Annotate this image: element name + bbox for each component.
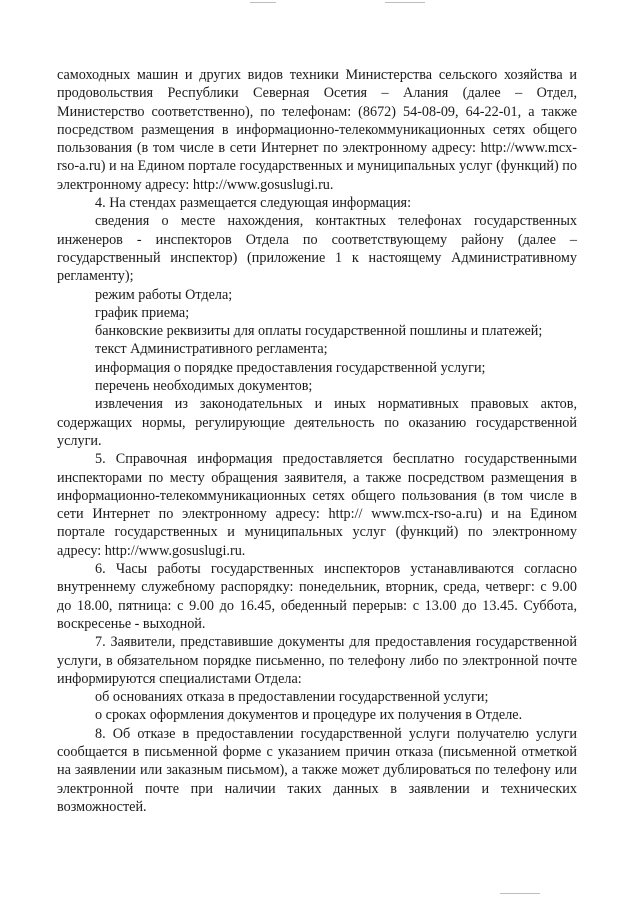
notice-refusal-grounds: об основаниях отказа в предоставлении государственной услуги;	[95, 689, 489, 706]
paragraph-item-5: 5. Справочная информация предоставляется бесплатно государственными инспекторами по месту обращения заявителя, а также посредством размещения в информационно-телекоммуникационных сетях общего пользования (в том числе в сети Интернет по электронному адресу: http:// www.mcx-rso-a.ru) и на Едином портале государственных и муниципальных услуг (функций) по электронному адресу: http://www.gosuslugi.ru.	[57, 451, 577, 559]
scan-artifact-top-right	[385, 2, 425, 3]
stand-info-reception: график приема;	[95, 304, 190, 321]
stand-info-documents: перечень необходимых документов;	[95, 378, 313, 395]
paragraph-item-8: 8. Об отказе в предоставлении государственной услуги получателю услуги сообщается в письменной форме с указанием причин отказа (письменной отметкой на заявлении или заказным письмом), а также может дублироваться по телефону или электронной почте при наличии таких данных в заявлении и технических возможностей.	[57, 725, 577, 815]
stand-info-extracts: извлечения из законодательных и иных нормативных правовых актов, содержащих нормы, регулирующие деятельность по оказанию государственной услуги.	[57, 396, 577, 449]
stand-info-location: сведения о месте нахождения, контактных телефонах государственных инженеров - инспекторов Отдела по соответствующему району (далее – государственный инспектор) (приложение 1 к настоящему Административному регламенту);	[57, 213, 577, 285]
stand-info-regulation-text: текст Административного регламента;	[95, 341, 328, 358]
paragraph-item-7: 7. Заявители, представившие документы для предоставления государственной услуги, в обязательном порядке письменно, по телефону либо по электронной почте информируются специалистами Отдела:	[57, 634, 577, 687]
stand-info-schedule: режим работы Отдела;	[95, 286, 233, 303]
scan-artifact-bottom	[500, 893, 540, 894]
document-body	[57, 66, 577, 816]
stand-info-procedure: информация о порядке предоставления государственной услуги;	[95, 359, 486, 376]
paragraph-item-4: 4. На стендах размещается следующая информация:	[95, 195, 412, 212]
paragraph-contacts-continued: самоходных машин и других видов техники Министерства сельского хозяйства и продовольствия Республики Северная Осетия – Алания (далее – Отдел, Министерство соответственно), по телефонам: (8672) 54-08-09, 64-22-01, а также посредством размещения в информационно-телекоммуникационных сетях общего пользования (в том числе в сети Интернет по электронному адресу: http://www.mcx-rso-a.ru) и на Едином портале государственных и муниципальных услуг (функций) по электронному адресу: http://www.gosuslugi.ru.	[57, 67, 577, 193]
scan-artifact-top	[250, 2, 276, 3]
paragraph-item-6: 6. Часы работы государственных инспекторов устанавливаются согласно внутреннему служебному распорядку: понедельник, вторник, среда, четверг: с 9.00 до 18.00, пятница: с 9.00 до 16.45, обеденный перерыв: с 13.00 до 13.45. Суббота, воскресенье - выходной.	[57, 561, 577, 632]
notice-deadlines: о сроках оформления документов и процедуре их получения в Отделе.	[95, 707, 523, 724]
stand-info-bank: банковские реквизиты для оплаты государственной пошлины и платежей;	[95, 323, 543, 340]
